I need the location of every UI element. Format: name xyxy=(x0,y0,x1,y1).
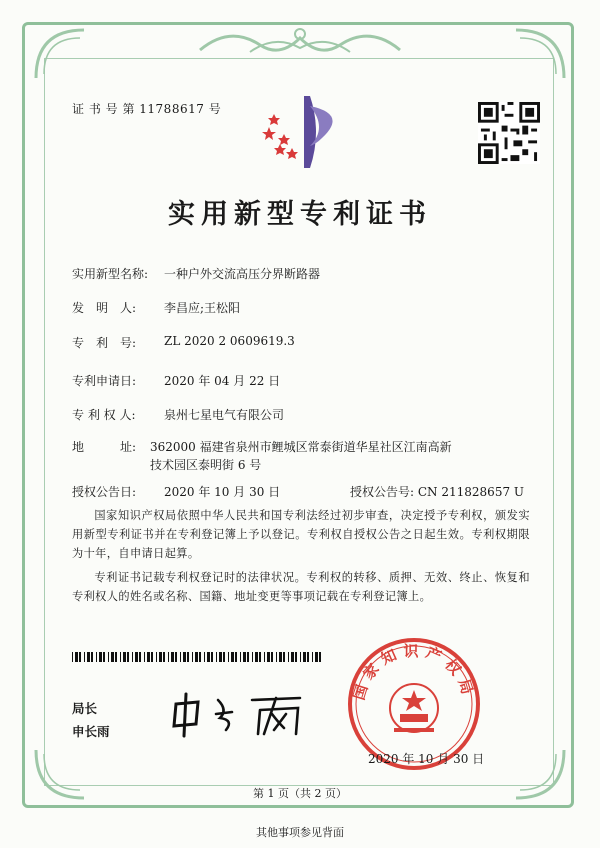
grant-number-value: CN 211828657 U xyxy=(417,485,525,499)
grant-date-row xyxy=(72,483,280,500)
address-line-2: 技术园区泰明街 6 号 xyxy=(150,458,262,472)
filing-date-row xyxy=(72,372,280,389)
top-left-ornament xyxy=(30,24,90,84)
grant-date-label: 授权公告日: xyxy=(72,485,137,499)
inventor-value: 李昌应;王松阳 xyxy=(164,301,241,315)
certificate-number-label: 证 书 号 第 xyxy=(72,102,135,116)
utility-model-name-row xyxy=(72,265,320,282)
grant-number-row xyxy=(350,483,524,500)
top-ornament xyxy=(190,20,410,60)
grant-date-value: 2020 年 10 月 30 日 xyxy=(164,485,281,499)
utility-model-name-value: 一种户外交流高压分界断路器 xyxy=(164,267,321,281)
utility-model-name-label: 实用新型名称: xyxy=(72,267,149,281)
legal-status-paragraph: 专利证书记载专利权登记时的法律状况。专利权的转移、质押、无效、终止、恢复和专利权人的姓名或名称、国籍、地址变更等事项记载在专利登记簿上。 xyxy=(72,571,530,603)
inventor-label: 发 明 人: xyxy=(72,301,137,315)
grant-number-label: 授权公告号: xyxy=(350,485,415,499)
page-number: 第 1 页（共 2 页） xyxy=(253,787,347,800)
patent-number-label: 专 利 号: xyxy=(72,336,137,350)
seal-text: 国家知识产权局 xyxy=(349,642,479,703)
barcode-icon xyxy=(72,652,324,662)
footer-note: 其他事项参见背面 xyxy=(256,826,344,839)
cnipa-logo-icon xyxy=(252,92,352,172)
certificate-number-suffix: 号 xyxy=(208,102,222,116)
top-right-ornament xyxy=(510,24,570,84)
grant-statement-paragraph: 国家知识产权局依照中华人民共和国专利法经过初步审查，决定授予专利权，颁发实用新型专利证书并在专利登记簿上予以登记。专利权自授权公告之日起生效。专利权期限为十年，自申请日起算。 xyxy=(72,509,530,560)
patent-number-value: ZL 2020 2 0609619.3 xyxy=(164,334,295,348)
filing-date-label: 专利申请日: xyxy=(72,374,137,388)
certificate-number-value: 11788617 xyxy=(139,102,205,116)
seal-date: 2020 年 10 月 30 日 xyxy=(368,752,485,766)
patent-number-row xyxy=(72,334,295,351)
patentee-row xyxy=(72,406,284,423)
certificate-title: 实用新型专利证书 xyxy=(168,199,432,230)
address-label: 地 址: xyxy=(72,440,137,454)
filing-date-value: 2020 年 04 月 22 日 xyxy=(164,374,281,388)
certificate-number xyxy=(72,100,221,117)
director-name: 申长雨 xyxy=(72,724,110,739)
address-value xyxy=(150,438,470,474)
address-line-1: 362000 福建省泉州市鲤城区常泰街道华星社区江南高新 xyxy=(150,440,452,454)
patentee-value: 泉州七星电气有限公司 xyxy=(164,408,285,422)
patentee-label: 专 利 权 人: xyxy=(72,408,136,422)
inventor-row xyxy=(72,299,240,316)
director-title: 局长 xyxy=(72,701,98,716)
director-signature-icon xyxy=(168,690,318,740)
qr-code-icon xyxy=(478,102,540,164)
